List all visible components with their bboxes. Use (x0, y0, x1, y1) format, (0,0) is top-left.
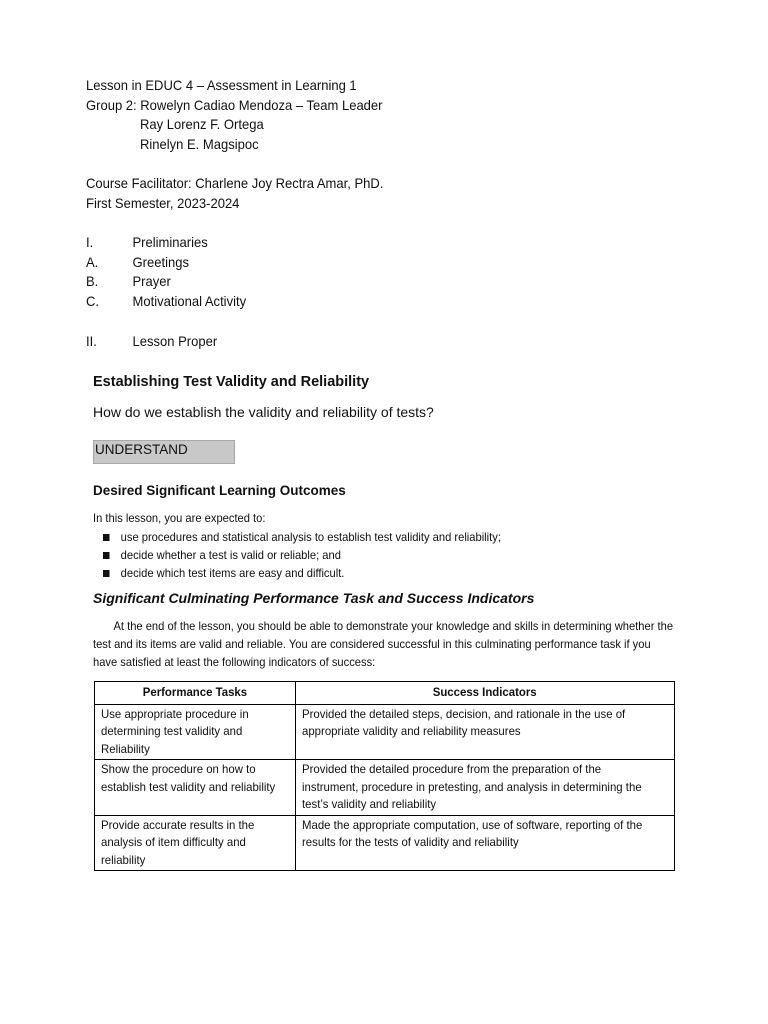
outline-label: Lesson Proper (132, 332, 218, 349)
document-header (86, 76, 383, 213)
outline-item (86, 332, 246, 352)
column-header (95, 682, 296, 705)
outline-label: Motivational Activity (132, 293, 247, 310)
table-cell (296, 760, 675, 816)
column-header (296, 682, 675, 705)
list-item (103, 564, 501, 582)
table-cell (95, 704, 296, 760)
list-item (103, 528, 501, 546)
lesson-title: Establishing Test Validity and Reliability (93, 374, 370, 390)
outcome-text: decide whether a test is valid or reliable; and (120, 548, 341, 562)
outline-number: I. (86, 234, 94, 250)
cell-text: Provided the detailed steps, decision, and rationale in the use of appropriate validity and reliability measures (302, 706, 626, 738)
outline-item (86, 233, 246, 253)
table-cell (95, 815, 296, 871)
table-cell (95, 760, 296, 816)
square-bullet-icon (103, 552, 110, 559)
table-cell (296, 704, 675, 760)
course-line: Lesson in EDUC 4 – Assessment in Learning 1 (86, 77, 357, 93)
outcome-text: use procedures and statistical analysis to establish test validity and reliability; (120, 530, 501, 544)
column-header-text: Performance Tasks (142, 685, 248, 699)
group-line: Group 2: Rowelyn Cadiao Mendoza – Team Leader (86, 96, 383, 113)
lesson-outline (86, 233, 246, 351)
task-paragraph (93, 617, 674, 671)
member-name: Rinelyn E. Magsipoc (139, 135, 259, 152)
outline-label: Greetings (132, 253, 189, 270)
table-row (95, 760, 675, 816)
table-cell (296, 815, 675, 871)
performance-task-table (94, 681, 675, 871)
essential-question: How do we establish the validity and reliability of tests? (93, 404, 434, 420)
table-row (95, 704, 675, 760)
outline-label: Preliminaries (132, 234, 208, 250)
outcomes-heading: Desired Significant Learning Outcomes (93, 483, 346, 498)
cell-text: Provided the detailed procedure from the preparation of the instrument, procedure in pretesting, and analysis in determining the test’s validity and reliability (302, 762, 642, 811)
outline-label: Prayer (132, 273, 171, 290)
cell-text: Show the procedure on how to establish test validity and reliability (101, 762, 276, 794)
task-heading: Significant Culminating Performance Task and Success Indicators (93, 590, 535, 606)
table-row (95, 815, 675, 871)
outline-item (86, 272, 246, 292)
task-paragraph-text: At the end of the lesson, you should be able to demonstrate your knowledge and skills in determining whether the test and its items are valid and reliable. You are considered successful in this culminating performance task if you have satisfied at least the following indicators of success: (93, 619, 674, 669)
square-bullet-icon (103, 570, 110, 577)
outcome-text: decide which test items are easy and difficult. (120, 566, 345, 580)
cell-text: Use appropriate procedure in determining test validity and Reliability (101, 706, 249, 756)
understand-badge: UNDERSTAND (93, 440, 235, 464)
column-header-text: Success Indicators (433, 685, 537, 699)
outline-number: C. (86, 293, 100, 310)
member-name: Ray Lorenz F. Ortega (139, 116, 264, 133)
square-bullet-icon (103, 534, 110, 541)
outcomes-intro: In this lesson, you are expected to: (93, 511, 266, 525)
semester-line: First Semester, 2023-2024 (86, 194, 240, 211)
outline-item (86, 292, 246, 312)
outline-number: B. (86, 273, 99, 290)
facilitator-line: Course Facilitator: Charlene Joy Rectra Amar, PhD. (86, 174, 384, 191)
list-item (103, 546, 501, 564)
table-header-row (95, 682, 675, 705)
outline-item (86, 253, 246, 273)
cell-text: Provide accurate results in the analysis of item difficulty and reliability (101, 817, 255, 867)
outline-number: A. (86, 253, 99, 270)
outcomes-list (103, 528, 501, 582)
cell-text: Made the appropriate computation, use of software, reporting of the results for the tests of validity and reliability (302, 817, 643, 849)
outline-number: II. (86, 332, 97, 349)
